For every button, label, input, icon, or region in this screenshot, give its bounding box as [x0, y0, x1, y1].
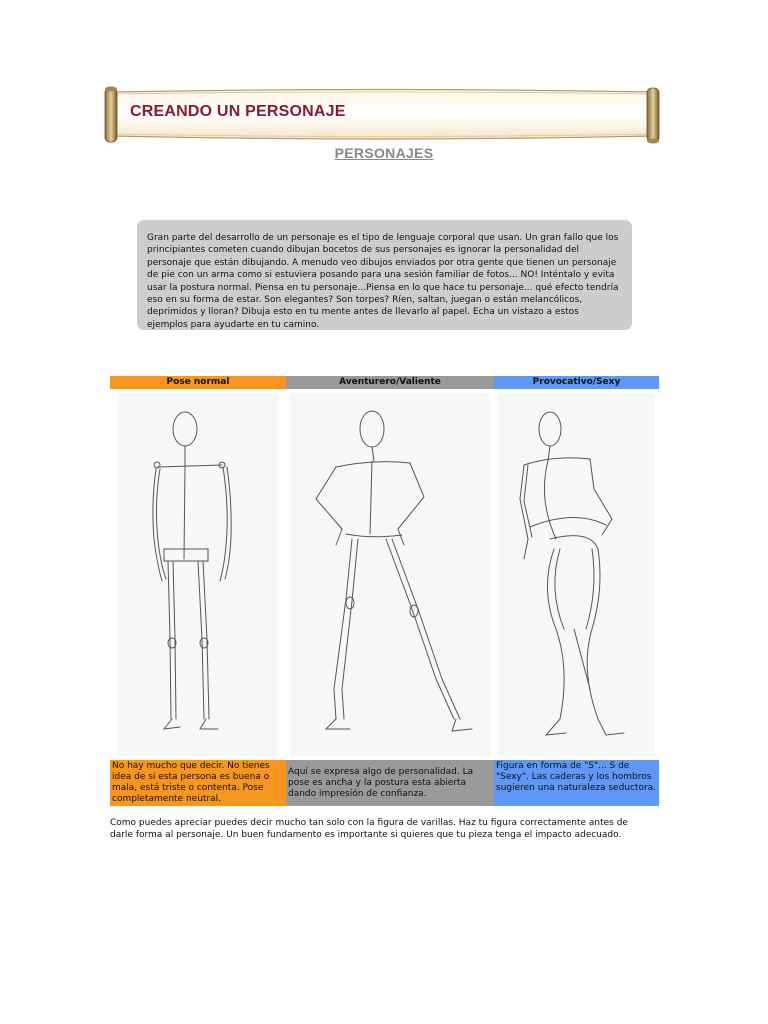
intro-text: Gran parte del desarrollo de un personaje es el tipo de lenguaje corporal que usan. Un gran fallo que los principiantes cometen cuando dibujan bocetos de sus personajes es ignorar la personalidad del personaje que están dibujando. A menudo veo dibujos enviados por otra gente que tienen un personaje de pie con un arma como si estuviera posando para una sesión familiar de fotos... NO! Inténtalo y evita usar la postura normal. Piensa en tu personaje...Piensa en lo que hace tu personaje... qué efecto tendría eso en su forma de estar. Son elegantes? Son torpes? Ríen, saltan, juegan o están melancólicos, deprimidos y lloran? Dibuja esto en tu mente antes de llevarlo al papel. Echa un vistazo a estos ejemplos para ayudarte en tu camino.: [147, 233, 619, 330]
section-title: [0, 143, 768, 162]
sketch-provocativo: [494, 389, 659, 760]
caption-aventurero: Aquí se expresa algo de personalidad. La pose es ancha y la postura esta abierta dando impresión de confianza.: [286, 760, 494, 806]
section-title-link[interactable]: PERSONAJES: [334, 145, 434, 161]
outro-text: Como puedes apreciar puedes decir mucho tan solo con la figura de varillas. Haz tu figura correctamente antes de darle forma al personaje. Un buen fundamento es importante si quieres que tu pieza tenga el impacto adecuado.: [110, 818, 628, 840]
intro-box: [137, 220, 632, 330]
figure-neutral-drawing: [110, 389, 286, 760]
figure-adventurous-drawing: [286, 389, 494, 760]
figure-provocative-drawing: [494, 389, 659, 760]
pose-table: [110, 376, 659, 806]
title-banner: [103, 86, 661, 144]
sketch-pose-normal: [110, 389, 286, 760]
caption-pose-normal: No hay mucho que decir. No tienes idea de si esta persona es buena o mala, está triste o contenta. Pose completamente neutral.: [110, 760, 286, 806]
header-pose-normal: Pose normal: [110, 376, 286, 389]
header-provocativo: Provocativo/Sexy: [494, 376, 659, 389]
sketch-aventurero: [286, 389, 494, 760]
page-title: CREANDO UN PERSONAJE: [130, 103, 346, 120]
caption-provocativo: Figura en forma de "S"... S de "Sexy". Las caderas y los hombros sugieren una naturaleza seductora.: [494, 760, 659, 806]
header-aventurero: Aventurero/Valiente: [286, 376, 494, 389]
